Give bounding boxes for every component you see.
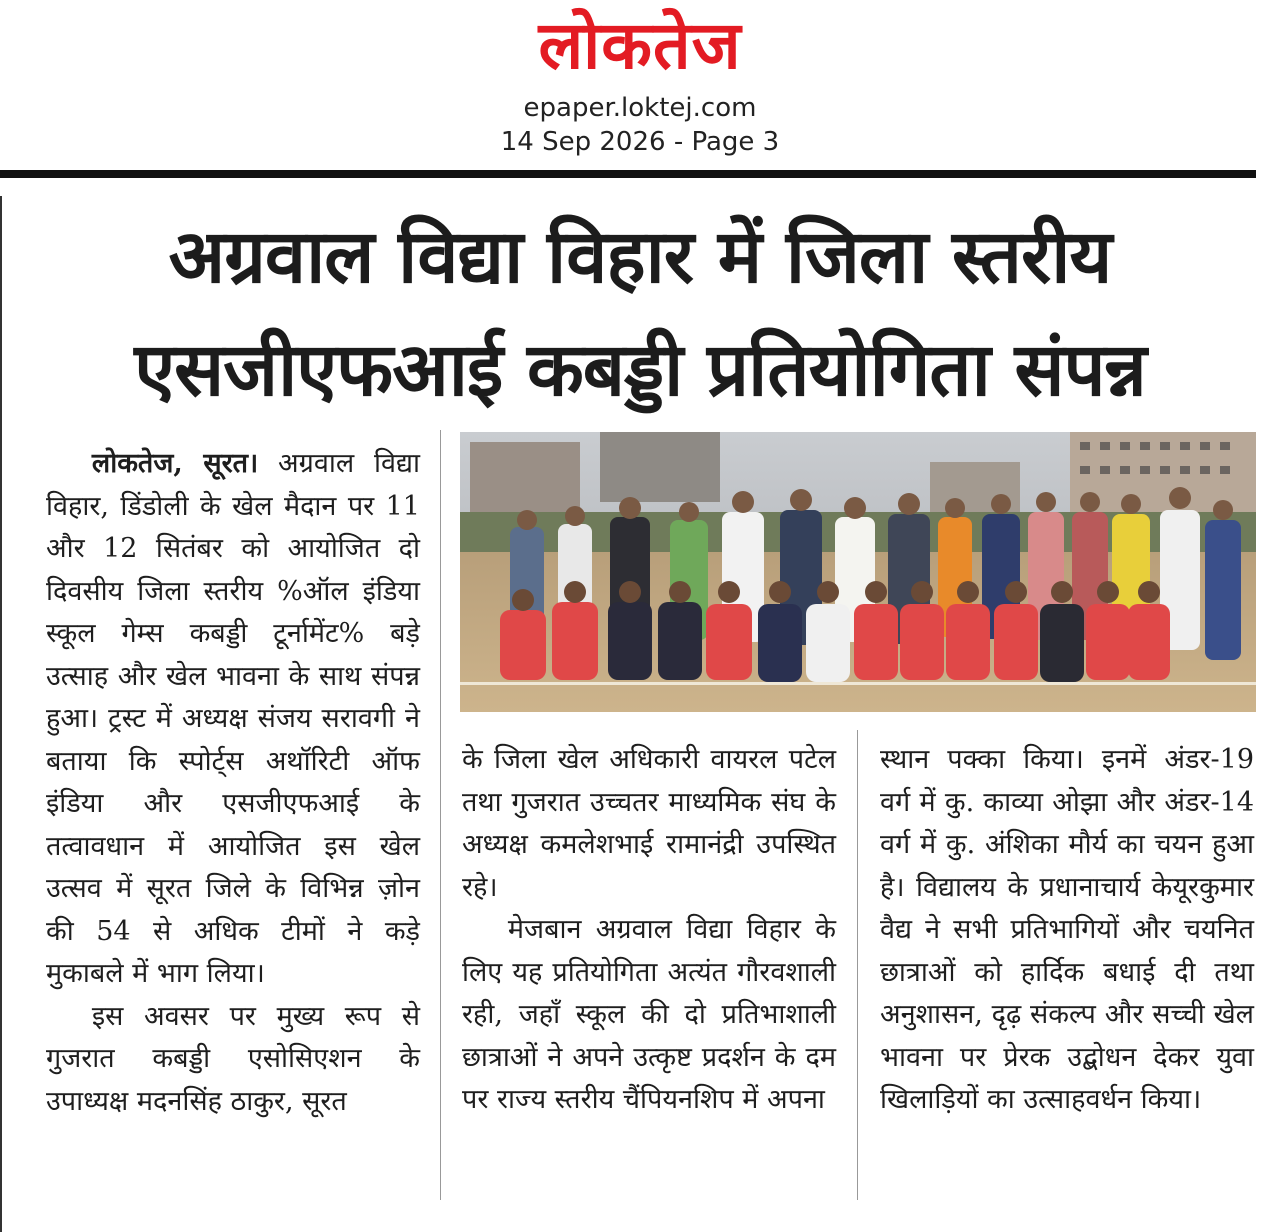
team-group-photo bbox=[460, 432, 1256, 712]
column-divider bbox=[440, 430, 441, 1200]
dateline: लोकतेज, सूरत। bbox=[91, 448, 259, 479]
article-column-3 bbox=[880, 739, 1254, 1122]
headline-line-2: एसजीएफआई कबड्डी प्रतियोगिता संपन्न bbox=[134, 327, 1146, 413]
column-divider bbox=[857, 730, 858, 1200]
paragraph-text: अग्रवाल विद्या विहार, डिंडोली के खेल मैदान पर 11 और 12 सितंबर को आयोजित दो दिवसीय जिला स्तरीय %ऑल इंडिया स्कूल गेम्स कबड्डी टूर्नामेंट% बड़े उत्साह और खेल भावना के साथ संपन्न हुआ। ट्रस्ट में अध्यक्ष संजय सरावगी ने बताया कि स्पोर्ट्स अथॉरिटी ऑफ इंडिया और एसजीएफआई के तत्वावधान में आयोजित इस खेल उत्सव में सूरत जिले के विभिन्न ज़ोन की 54 से अधिक टीमों ने कड़े मुकाबले में भाग लिया। bbox=[46, 448, 420, 989]
article-paragraph bbox=[46, 443, 420, 996]
article-column-1 bbox=[46, 443, 420, 1123]
article-column-2 bbox=[462, 739, 836, 1122]
epaper-url[interactable]: epaper.loktej.com bbox=[523, 93, 757, 123]
article-paragraph: के जिला खेल अधिकारी वायरल पटेल तथा गुजरात उच्चतर माध्यमिक संघ के अध्यक्ष कमलेशभाई रामानंद्री उपस्थित रहे। bbox=[462, 744, 836, 903]
left-column-rule bbox=[0, 196, 2, 1232]
article-paragraph: इस अवसर पर मुख्य रूप से गुजरात कबड्डी एसोसिएशन के उपाध्यक्ष मदनसिंह ठाकुर, सूरत bbox=[46, 1000, 420, 1117]
newspaper-logo: लोकतेज bbox=[538, 7, 742, 84]
masthead-rule bbox=[0, 170, 1256, 178]
headline-line-1: अग्रवाल विद्या विहार में जिला स्तरीय bbox=[168, 214, 1112, 300]
issue-date-page: 14 Sep 2026 - Page 3 bbox=[500, 127, 780, 157]
article-paragraph: स्थान पक्का किया। इनमें अंडर-19 वर्ग में कु. काव्या ओझा और अंडर-14 वर्ग में कु. अंशिका मौर्य का चयन हुआ है। विद्यालय के प्रधानाचार्य केयूरकुमार वैद्य ने सभी प्रतिभागियों और चयनित छात्राओं को हार्दिक बधाई दी तथा अनुशासन, दृढ़ संकल्प और सच्ची खेल भावना पर प्रेरक उद्बोधन देकर युवा खिलाड़ियों का उत्साहवर्धन किया। bbox=[880, 744, 1254, 1115]
article-paragraph: मेजबान अग्रवाल विद्या विहार के लिए यह प्रतियोगिता अत्यंत गौरवशाली रही, जहाँ स्कूल की दो प्रतिभाशाली छात्राओं ने अपने उत्कृष्ट प्रदर्शन के दम पर राज्य स्तरीय चैंपियनशिप में अपना bbox=[462, 914, 836, 1115]
masthead bbox=[0, 0, 1280, 170]
